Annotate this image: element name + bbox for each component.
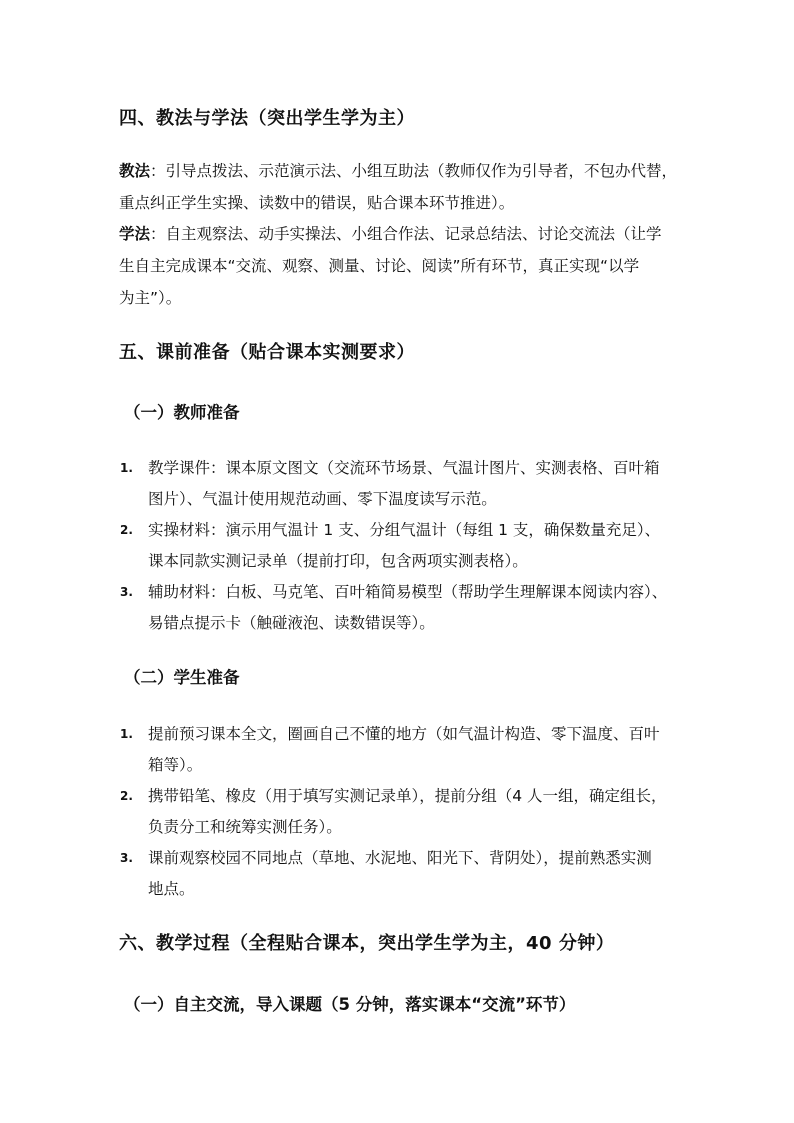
- list-number: 1.: [120, 461, 133, 475]
- paragraph-text: ：引导点拨法、示范演示法、小组互助法（教师仅作为引导者，不包办代替，: [150, 162, 678, 180]
- subsection-1-heading: （一）自主交流，导入课题（5 分钟，落实课本“交流”环节）: [124, 995, 576, 1014]
- learning-method-paragraph: [119, 218, 687, 314]
- list-line: 教学课件：课本原文图文（交流环节场景、气温计图片、实测表格、百叶箱: [148, 459, 660, 477]
- list-line: 箱等）。: [148, 756, 203, 774]
- list-item-text: [148, 719, 696, 781]
- list-line: 课本同款实测记录单（提前打印，包含两项实测表格）。: [148, 552, 528, 570]
- list-line: 易错点提示卡（触碰液泡、读数错误等）。: [148, 614, 435, 632]
- list-item-text: [148, 577, 696, 639]
- paragraph-line: [119, 155, 687, 187]
- list-line: 地点。: [148, 880, 195, 898]
- list-line: 携带铅笔、橡皮（用于填写实测记录单），提前分组（4 人一组，确定组长，: [148, 787, 667, 805]
- list-number: 1.: [120, 727, 133, 741]
- learning-method-label: 学法: [119, 225, 151, 243]
- list-item-text: [148, 843, 696, 905]
- paragraph-line: [119, 218, 687, 250]
- list-line: 图片）、气温计使用规范动画、零下温度读写示范。: [148, 490, 497, 508]
- list-number: 3.: [120, 585, 133, 599]
- teaching-method-paragraph: [119, 155, 687, 219]
- paragraph-text: ：自主观察法、动手实操法、小组合作法、记录总结法、讨论交流法（让学: [150, 225, 662, 243]
- list-number: 2.: [120, 789, 133, 803]
- section-4-heading: 四、教法与学法（突出学生学为主）: [119, 108, 415, 129]
- list-line: 课前观察校园不同地点（草地、水泥地、阳光下、背阴处），提前熟悉实测: [148, 849, 652, 867]
- section-6-heading: 六、教学过程（全程贴合课本，突出学生学为主，40 分钟）: [119, 933, 615, 954]
- paragraph-line: 为主”）。: [119, 289, 182, 307]
- list-item-text: [148, 453, 696, 515]
- list-item-text: [148, 515, 696, 577]
- list-line: 辅助材料：白板、马克笔、百叶箱简易模型（帮助学生理解课本阅读内容）、: [148, 583, 668, 601]
- list-number: 3.: [120, 851, 133, 865]
- list-number: 2.: [120, 523, 133, 537]
- list-line: 实操材料：演示用气温计 1 支、分组气温计（每组 1 支，确保数量充足）、: [148, 521, 661, 539]
- list-line: 负责分工和统筹实测任务）。: [148, 818, 342, 836]
- paragraph-line: 重点纠正学生实操、读数中的错误，贴合课本环节推进）。: [119, 194, 515, 212]
- paragraph-line: 生自主完成课本“交流、观察、测量、讨论、阅读”所有环节，真正实现“以学: [119, 257, 640, 275]
- list-item-text: [148, 781, 696, 843]
- student-prep-heading: （二）学生准备: [124, 668, 240, 687]
- list-line: 提前预习课本全文，圈画自己不懂的地方（如气温计构造、零下温度、百叶: [148, 725, 660, 743]
- section-5-heading: 五、课前准备（贴合课本实测要求）: [119, 342, 415, 363]
- teaching-method-label: 教法: [119, 162, 151, 180]
- teacher-prep-heading: （一）教师准备: [124, 403, 240, 422]
